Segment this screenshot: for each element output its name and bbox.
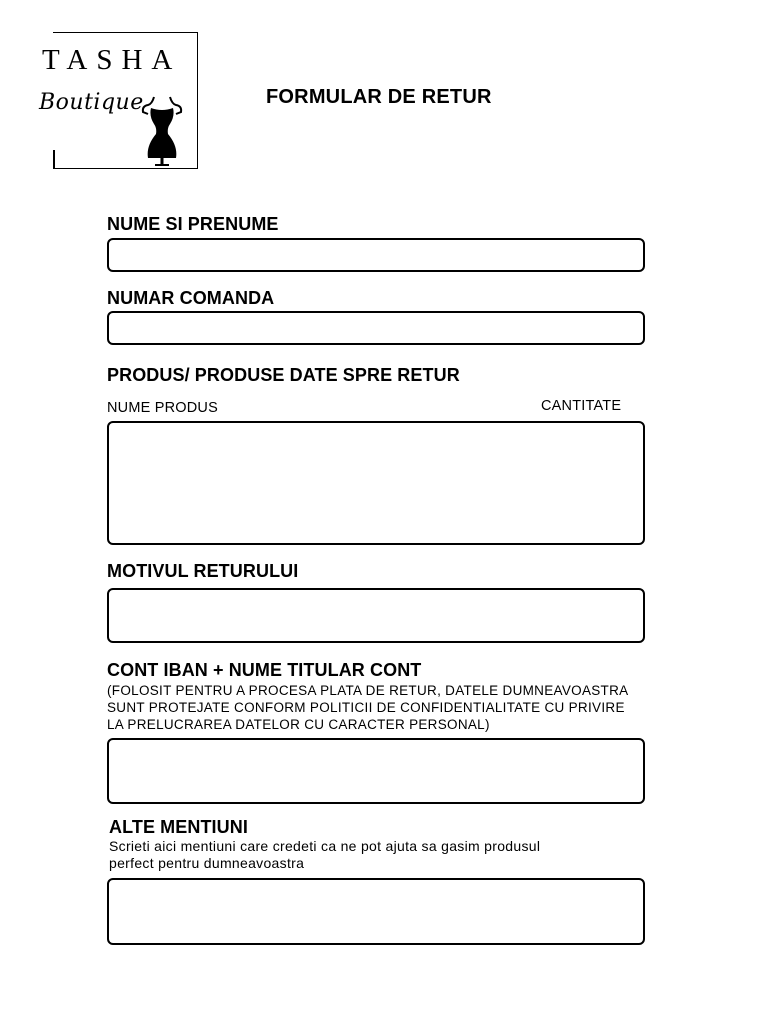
boutique-logo [38,32,198,169]
iban-field[interactable] [107,738,645,804]
logo-brand-text: TASHA [42,44,182,76]
form-title: FORMULAR DE RETUR [266,86,492,108]
order-number-label: NUMAR COMANDA [107,288,275,308]
return-reason-label: MOTIVUL RETURULUI [107,561,299,581]
dress-form-icon [134,94,190,168]
products-label: PRODUS/ PRODUSE DATE SPRE RETUR [107,365,460,385]
other-mentions-label: ALTE MENTIUNI [109,817,248,837]
name-label: NUME SI PRENUME [107,214,279,234]
name-field[interactable] [107,238,645,272]
return-reason-field[interactable] [107,588,645,643]
other-mentions-note-line-2: perfect pentru dumneavoastra [109,855,305,871]
iban-note-line-2: SUNT PROTEJATE CONFORM POLITICII DE CONFIDENTIALITATE CU PRIVIRE [107,700,625,715]
other-mentions-field[interactable] [107,878,645,945]
iban-note-line-3: LA PRELUCRAREA DATELOR CU CARACTER PERSONAL) [107,717,490,732]
order-number-field[interactable] [107,311,645,345]
product-name-column-label: NUME PRODUS [107,400,218,416]
other-mentions-note-line-1: Scrieti aici mentiuni care credeti ca ne pot ajuta sa gasim produsul [109,838,541,854]
iban-note-line-1: (FOLOSIT PENTRU A PROCESA PLATA DE RETUR, DATELE DUMNEAVOASTRA [107,683,629,698]
quantity-column-label: CANTITATE [541,398,622,414]
logo-script-text: Boutique [39,90,144,115]
logo-frame-tick [53,150,55,168]
iban-label: CONT IBAN + NUME TITULAR CONT [107,660,422,680]
products-field[interactable] [107,421,645,545]
